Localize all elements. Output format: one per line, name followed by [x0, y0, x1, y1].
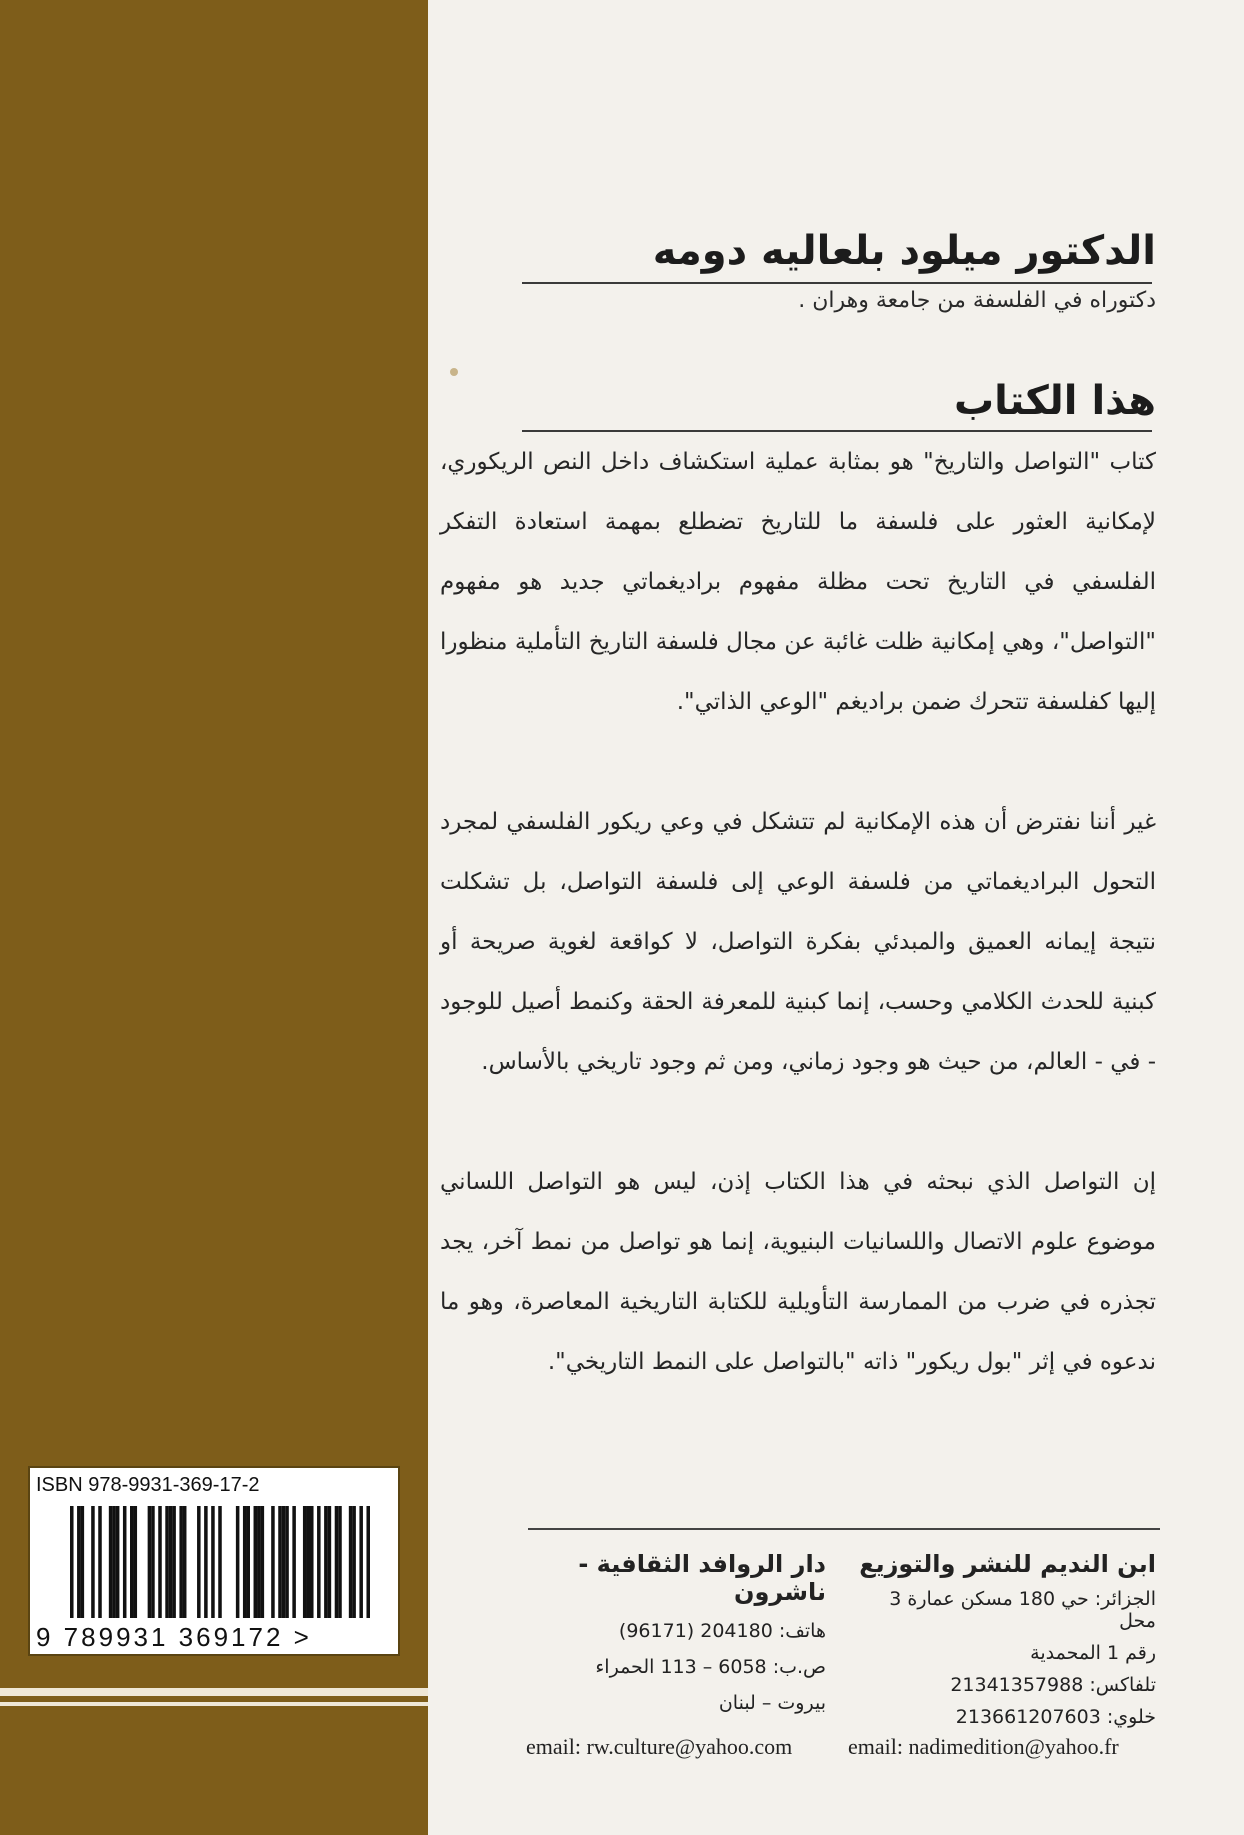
publisher-left: [506, 1550, 826, 1714]
publisher-right-email: email: nadimedition@yahoo.fr: [848, 1734, 1119, 1759]
publisher-right-telefax: تلفاكس: 21341357988: [950, 1674, 1156, 1696]
publisher-left-city: بيروت – لبنان: [718, 1692, 826, 1714]
publisher-left-pobox: ص.ب: 6058 – 113 الحمراء: [595, 1656, 826, 1678]
about-paragraph-3: إن التواصل الذي نبحثه في هذا الكتاب إذن، ليس هو التواصل اللساني موضوع علوم الاتصال واللسانيات البنيوية، إنما هو تواصل من نمط آخر، يجد تجذره في ضرب من الممارسة التأويلية للكتابة التاريخية المعاصرة، وهو ما ندعوه في إثر "بول ريكور" ذاته "بالتواصل على النمط التاريخي".: [440, 1169, 1156, 1375]
about-paragraph-2: غير أننا نفترض أن هذه الإمكانية لم تتشكل في وعي ريكور الفلسفي لمجرد التحول البراديغماتي من فلسفة الوعي إلى فلسفة التواصل، بل تشكلت نتيجة إيمانه العميق والمبدئي بفكرة التواصل، لا كواقعة لغوية صريحة أو كبنية للحدث الكلامي وحسب، إنما كبنية للمعرفة الحقة وكنمط أصيل للوجود - في - العالم، من حيث هو وجود زماني، ومن ثم وجود تاريخي بالأساس.: [440, 809, 1156, 1075]
section-title: هذا الكتاب: [953, 378, 1156, 424]
publisher-right-mobile: خلوي: 213661207603: [955, 1706, 1156, 1728]
publisher-right-address-2: رقم 1 المحمدية: [1030, 1642, 1156, 1664]
publisher-left-phone: هاتف: 204180 (96171): [618, 1620, 826, 1642]
publisher-left-email: email: rw.culture@yahoo.com: [526, 1734, 793, 1759]
author-description: دكتوراه في الفلسفة من جامعة وهران .: [798, 288, 1156, 313]
author-underline: [522, 282, 1152, 284]
publisher-right-name: ابن النديم للنشر والتوزيع: [859, 1550, 1156, 1578]
about-paragraph-1: كتاب "التواصل والتاريخ" هو بمثابة عملية استكشاف داخل النص الريكوري، لإمكانية العثور على فلسفة ما للتاريخ تضطلع بمهمة استعادة التفكر الفلسفي في التاريخ تحت مظلة مفهوم براديغماتي جديد هو مفهوم "التواصل"، وهي إمكانية ظلت غائبة عن مجال فلسفة التاريخ التأملية منظورا إليها كفلسفة تتحرك ضمن براديغم "الوعي الذاتي".: [440, 449, 1156, 715]
isbn-number: ISBN 978-9931-369-17-2: [36, 1474, 260, 1496]
publisher-right: [856, 1550, 1156, 1728]
publisher-left-name: دار الروافد الثقافية - ناشرون: [578, 1550, 826, 1606]
ornament-dot: [450, 368, 458, 376]
author-name: الدكتور ميلود بلعاليه دومه: [652, 228, 1156, 274]
spine-stripe: [0, 1688, 428, 1696]
publishers-divider: [528, 1528, 1160, 1530]
barcode-icon: [70, 1506, 370, 1618]
isbn-barcode-label: [28, 1466, 400, 1656]
publisher-right-address: الجزائر: حي 180 مسكن عمارة 3 محل: [889, 1588, 1156, 1632]
barcode-digits: 9 789931 369172 >: [36, 1622, 312, 1652]
spine-stripe-thin: [0, 1702, 428, 1706]
